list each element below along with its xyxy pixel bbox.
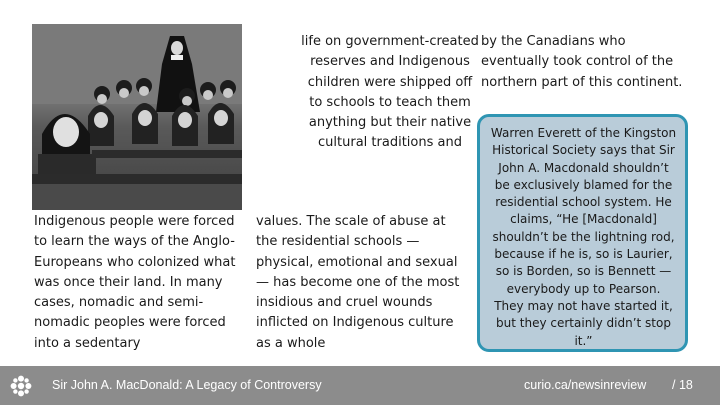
body-text-column-3: by the Canadians who eventually took control of the northern part of this continent. [481, 34, 683, 90]
footer-title: Sir John A. MacDonald: A Legacy of Controversy [52, 378, 322, 392]
cbc-logo-icon [10, 375, 32, 397]
page-number: / 18 [672, 378, 693, 392]
quote-text: Warren Everett of the Kingston Historical Society says that Sir John A. Macdonald shouldn’t be exclusively blamed for the residential school system. He claims, “He [Macdonald] shouldn’t be the lightning rod, because if he is, so is Laurier, so is Borden, so is Bennett — everybody up to Pearson. They may not have started it, but they certainly didn’t stop it.” [490, 126, 677, 348]
body-text-column-2-top: life on government-created reserves and Indigenous children were shipped off to schools to teach them anything but their native cultural traditions and [301, 34, 479, 151]
footer-bar [0, 366, 720, 405]
quote-callout [477, 114, 688, 352]
footer-url-link[interactable]: curio.ca/newsinreview [524, 378, 647, 392]
body-text-column-2-bottom: values. The scale of abuse at the residential schools — physical, emotional and sexual — has become one of the most insidious and cruel wounds inflicted on Indigenous culture as a whole [256, 214, 460, 351]
body-text-column-1: Indigenous people were forced to learn the ways of the Anglo-Europeans who colonized what was once their land. In many cases, nomadic and semi-nomadic peoples were forced into a sedentary [34, 214, 236, 351]
classroom-photo [32, 24, 242, 210]
